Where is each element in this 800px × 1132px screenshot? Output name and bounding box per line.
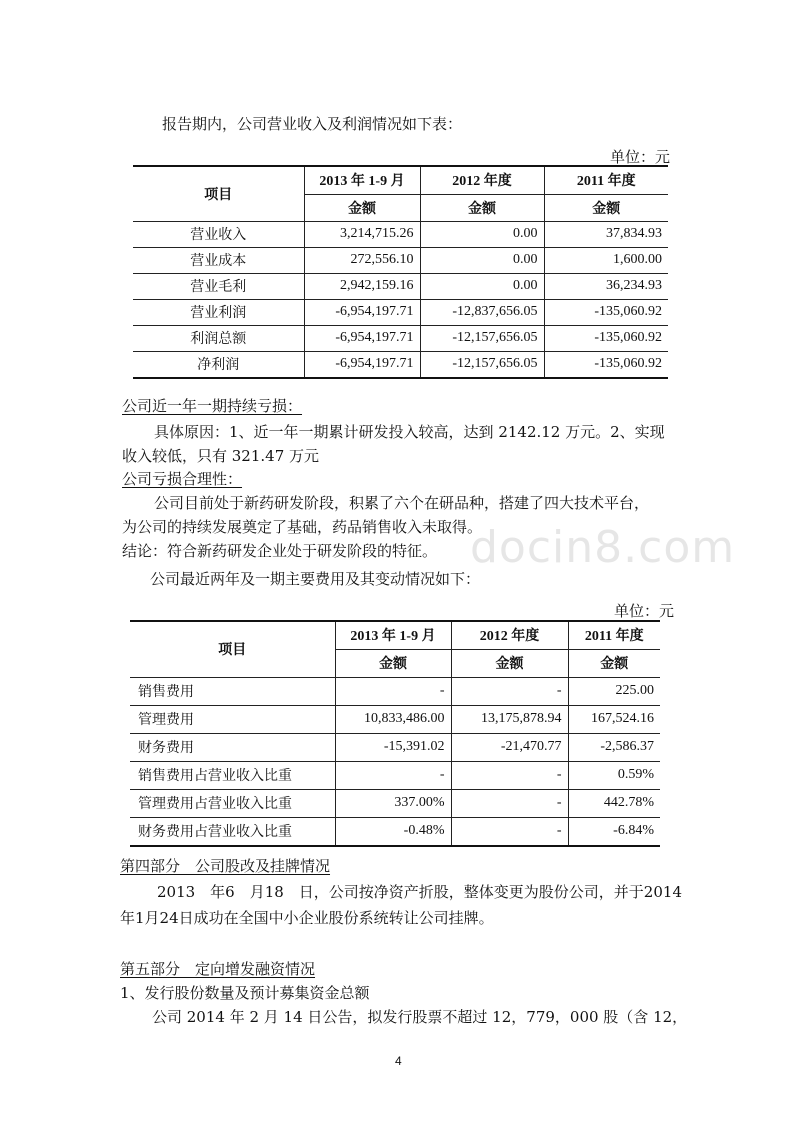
cell-value: 13,175,878.94 [451, 705, 568, 733]
header-period: 2011 年度 [544, 166, 668, 194]
row-label: 管理费用 [130, 705, 335, 733]
loss-reason-heading: 公司亏损合理性： [122, 470, 243, 488]
cell-value: 37,834.93 [544, 221, 668, 247]
header-amount: 金额 [451, 649, 568, 677]
cell-value: -135,060.92 [544, 325, 668, 351]
cell-value: 1,600.00 [544, 247, 668, 273]
cell-value: - [451, 761, 568, 789]
table-row [130, 789, 660, 817]
loss-reason-line1: 具体原因：1、近一年一期累计研发投入较高，达到 2142.12 万元。2、实现 [154, 423, 665, 441]
cell-value: 3,214,715.26 [304, 221, 420, 247]
cell-value: - [451, 789, 568, 817]
table-row [133, 247, 668, 273]
cell-value: 0.00 [420, 273, 544, 299]
cell-value: -21,470.77 [451, 733, 568, 761]
conclusion: 结论：符合新药研发企业处于研发阶段的特征。 [122, 542, 438, 560]
row-label: 财务费用 [130, 733, 335, 761]
header-period: 2012 年度 [451, 621, 568, 649]
table-row [133, 351, 668, 378]
header-period: 2013 年 1-9 月 [335, 621, 451, 649]
reason-paragraph-line1: 公司目前处于新药研发阶段，积累了六个在研品种，搭建了四大技术平台， [154, 494, 650, 512]
unit-label: 单位：元 [610, 148, 671, 166]
cell-value: -6,954,197.71 [304, 299, 420, 325]
header-amount: 金额 [420, 194, 544, 221]
watermark: docin8.com [470, 522, 736, 573]
cell-value: -2,586.37 [568, 733, 660, 761]
cell-value: -6.84% [568, 817, 660, 846]
row-label: 销售费用占营业收入比重 [130, 761, 335, 789]
table-row [133, 273, 668, 299]
cell-value: 2,942,159.16 [304, 273, 420, 299]
cell-value: -135,060.92 [544, 299, 668, 325]
part4-heading: 第四部分 公司股改及挂牌情况 [120, 857, 331, 875]
cell-value: -6,954,197.71 [304, 325, 420, 351]
cell-value: -12,837,656.05 [420, 299, 544, 325]
table-row [130, 705, 660, 733]
cell-value: 0.59% [568, 761, 660, 789]
header-period: 2013 年 1-9 月 [304, 166, 420, 194]
cell-value: 167,524.16 [568, 705, 660, 733]
loss-heading: 公司近一年一期持续亏损： [122, 397, 303, 415]
cell-value: 0.00 [420, 247, 544, 273]
cell-value: -15,391.02 [335, 733, 451, 761]
header-item: 项目 [130, 621, 335, 677]
table-row [130, 761, 660, 789]
page-number: 4 [395, 1054, 402, 1068]
table-row [130, 677, 660, 705]
part5-heading: 第五部分 定向增发融资情况 [120, 960, 316, 978]
row-label: 营业收入 [133, 221, 304, 247]
cell-value: -12,157,656.05 [420, 325, 544, 351]
cell-value: - [335, 761, 451, 789]
row-label: 营业成本 [133, 247, 304, 273]
cell-value: 442.78% [568, 789, 660, 817]
cell-value: - [451, 677, 568, 705]
intro-text-2: 公司最近两年及一期主要费用及其变动情况如下： [150, 570, 481, 588]
unit-label-2: 单位：元 [614, 602, 675, 620]
header-period: 2011 年度 [568, 621, 660, 649]
table-row [130, 817, 660, 846]
cell-value: 0.00 [420, 221, 544, 247]
cell-value: -6,954,197.71 [304, 351, 420, 378]
cell-value: 36,234.93 [544, 273, 668, 299]
row-label: 销售费用 [130, 677, 335, 705]
part5-subheading: 1、发行股份数量及预计募集资金总额 [120, 984, 370, 1002]
header-amount: 金额 [544, 194, 668, 221]
cell-value: 272,556.10 [304, 247, 420, 273]
row-label: 净利润 [133, 351, 304, 378]
cell-value: -12,157,656.05 [420, 351, 544, 378]
cell-value: - [335, 677, 451, 705]
part4-line1: 2013 年6 月18 日，公司按净资产折股，整体变更为股份公司，并于2014 [157, 883, 682, 901]
row-label: 财务费用占营业收入比重 [130, 817, 335, 846]
expense-table [130, 620, 660, 847]
header-amount: 金额 [335, 649, 451, 677]
reason-paragraph-line2: 为公司的持续发展奠定了基础，药品销售收入未取得。 [122, 518, 483, 536]
header-amount: 金额 [568, 649, 660, 677]
table-row [133, 221, 668, 247]
income-table [133, 165, 668, 379]
table-row [133, 325, 668, 351]
part4-line2: 年1月24日成功在全国中小企业股份系统转让公司挂牌。 [120, 909, 494, 927]
part5-line1: 公司 2014 年 2 月 14 日公告，拟发行股票不超过 12，779，000 股（含 12， [152, 1008, 688, 1026]
table-row [133, 299, 668, 325]
cell-value: - [451, 817, 568, 846]
header-item: 项目 [133, 166, 304, 221]
intro-text: 报告期内，公司营业收入及利润情况如下表： [162, 115, 463, 133]
header-amount: 金额 [304, 194, 420, 221]
cell-value: -0.48% [335, 817, 451, 846]
row-label: 营业利润 [133, 299, 304, 325]
table-row [130, 733, 660, 761]
header-period: 2012 年度 [420, 166, 544, 194]
cell-value: 225.00 [568, 677, 660, 705]
cell-value: 337.00% [335, 789, 451, 817]
cell-value: -135,060.92 [544, 351, 668, 378]
loss-reason-line2: 收入较低，只有 321.47 万元 [122, 447, 320, 465]
row-label: 营业毛利 [133, 273, 304, 299]
row-label: 管理费用占营业收入比重 [130, 789, 335, 817]
row-label: 利润总额 [133, 325, 304, 351]
cell-value: 10,833,486.00 [335, 705, 451, 733]
